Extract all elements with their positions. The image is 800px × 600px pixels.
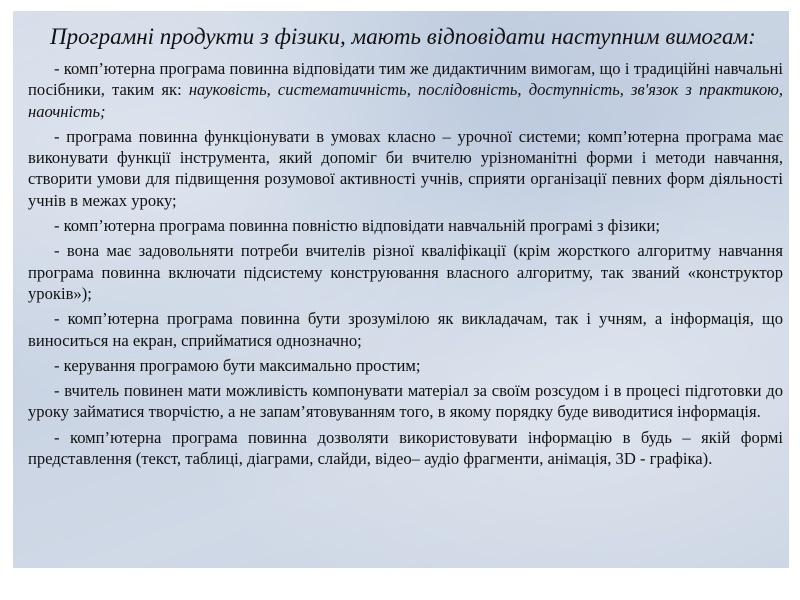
requirement-item: - вчитель повинен мати можливість компонувати матеріал за своїм розсудом і в процесі підготовки до уроку займатися творчістю, а не запам’ятовуванням того, в якому порядку буде виводитися інформація. [28,381,783,422]
slide-content [28,22,783,473]
requirement-item: - програма повинна функціонувати в умовах класно – урочної системи; комп’ютерна програма має виконувати функції інструмента, який допоміг би вчителю урізноманітні форми і методи навчання, створити умови для підвищення розумової активності учнів, сприяти організації певних форм діяльності учнів в межах уроку; [28,126,783,210]
requirement-item: - вона має задовольняти потреби вчителів різної кваліфікації (крім жорсткого алгоритму навчання програма повинна включати підсистему конструювання власного алгоритму, так званий «конструктор уроків»); [28,241,783,303]
requirement-emphasis: науковість, систематичність, послідовність, доступність, зв'язок з практикою, наочність; [28,80,783,121]
requirement-item: - комп’ютерна програма повинна бути зрозумілою як викладачам, так і учням, а інформація, що виноситься на екран, сприйматися однозначно; [28,309,783,350]
slide-background [13,11,789,568]
slide-title: Програмні продукти з фізики, мають відповідати наступним вимогам: [50,24,756,49]
requirement-item: - комп’ютерна програма повинна дозволяти використовувати інформацію в будь – якій формі представлення (текст, таблиці, діаграми, слайди, відео– аудіо фрагменти, анімація, 3D - графіка). [28,427,783,469]
requirement-item: - керування програмою бути максимально простим; [54,355,421,375]
requirement-text: - комп’ютерна програма повинна відповідати тим же дидактичним вимогам, що і традиційні навчальні посібники, таким як: [28,59,783,100]
requirement-item [28,58,783,122]
requirement-item: - комп’ютерна програма повинна повністю відповідати навчальній програмі з фізики; [54,216,661,236]
